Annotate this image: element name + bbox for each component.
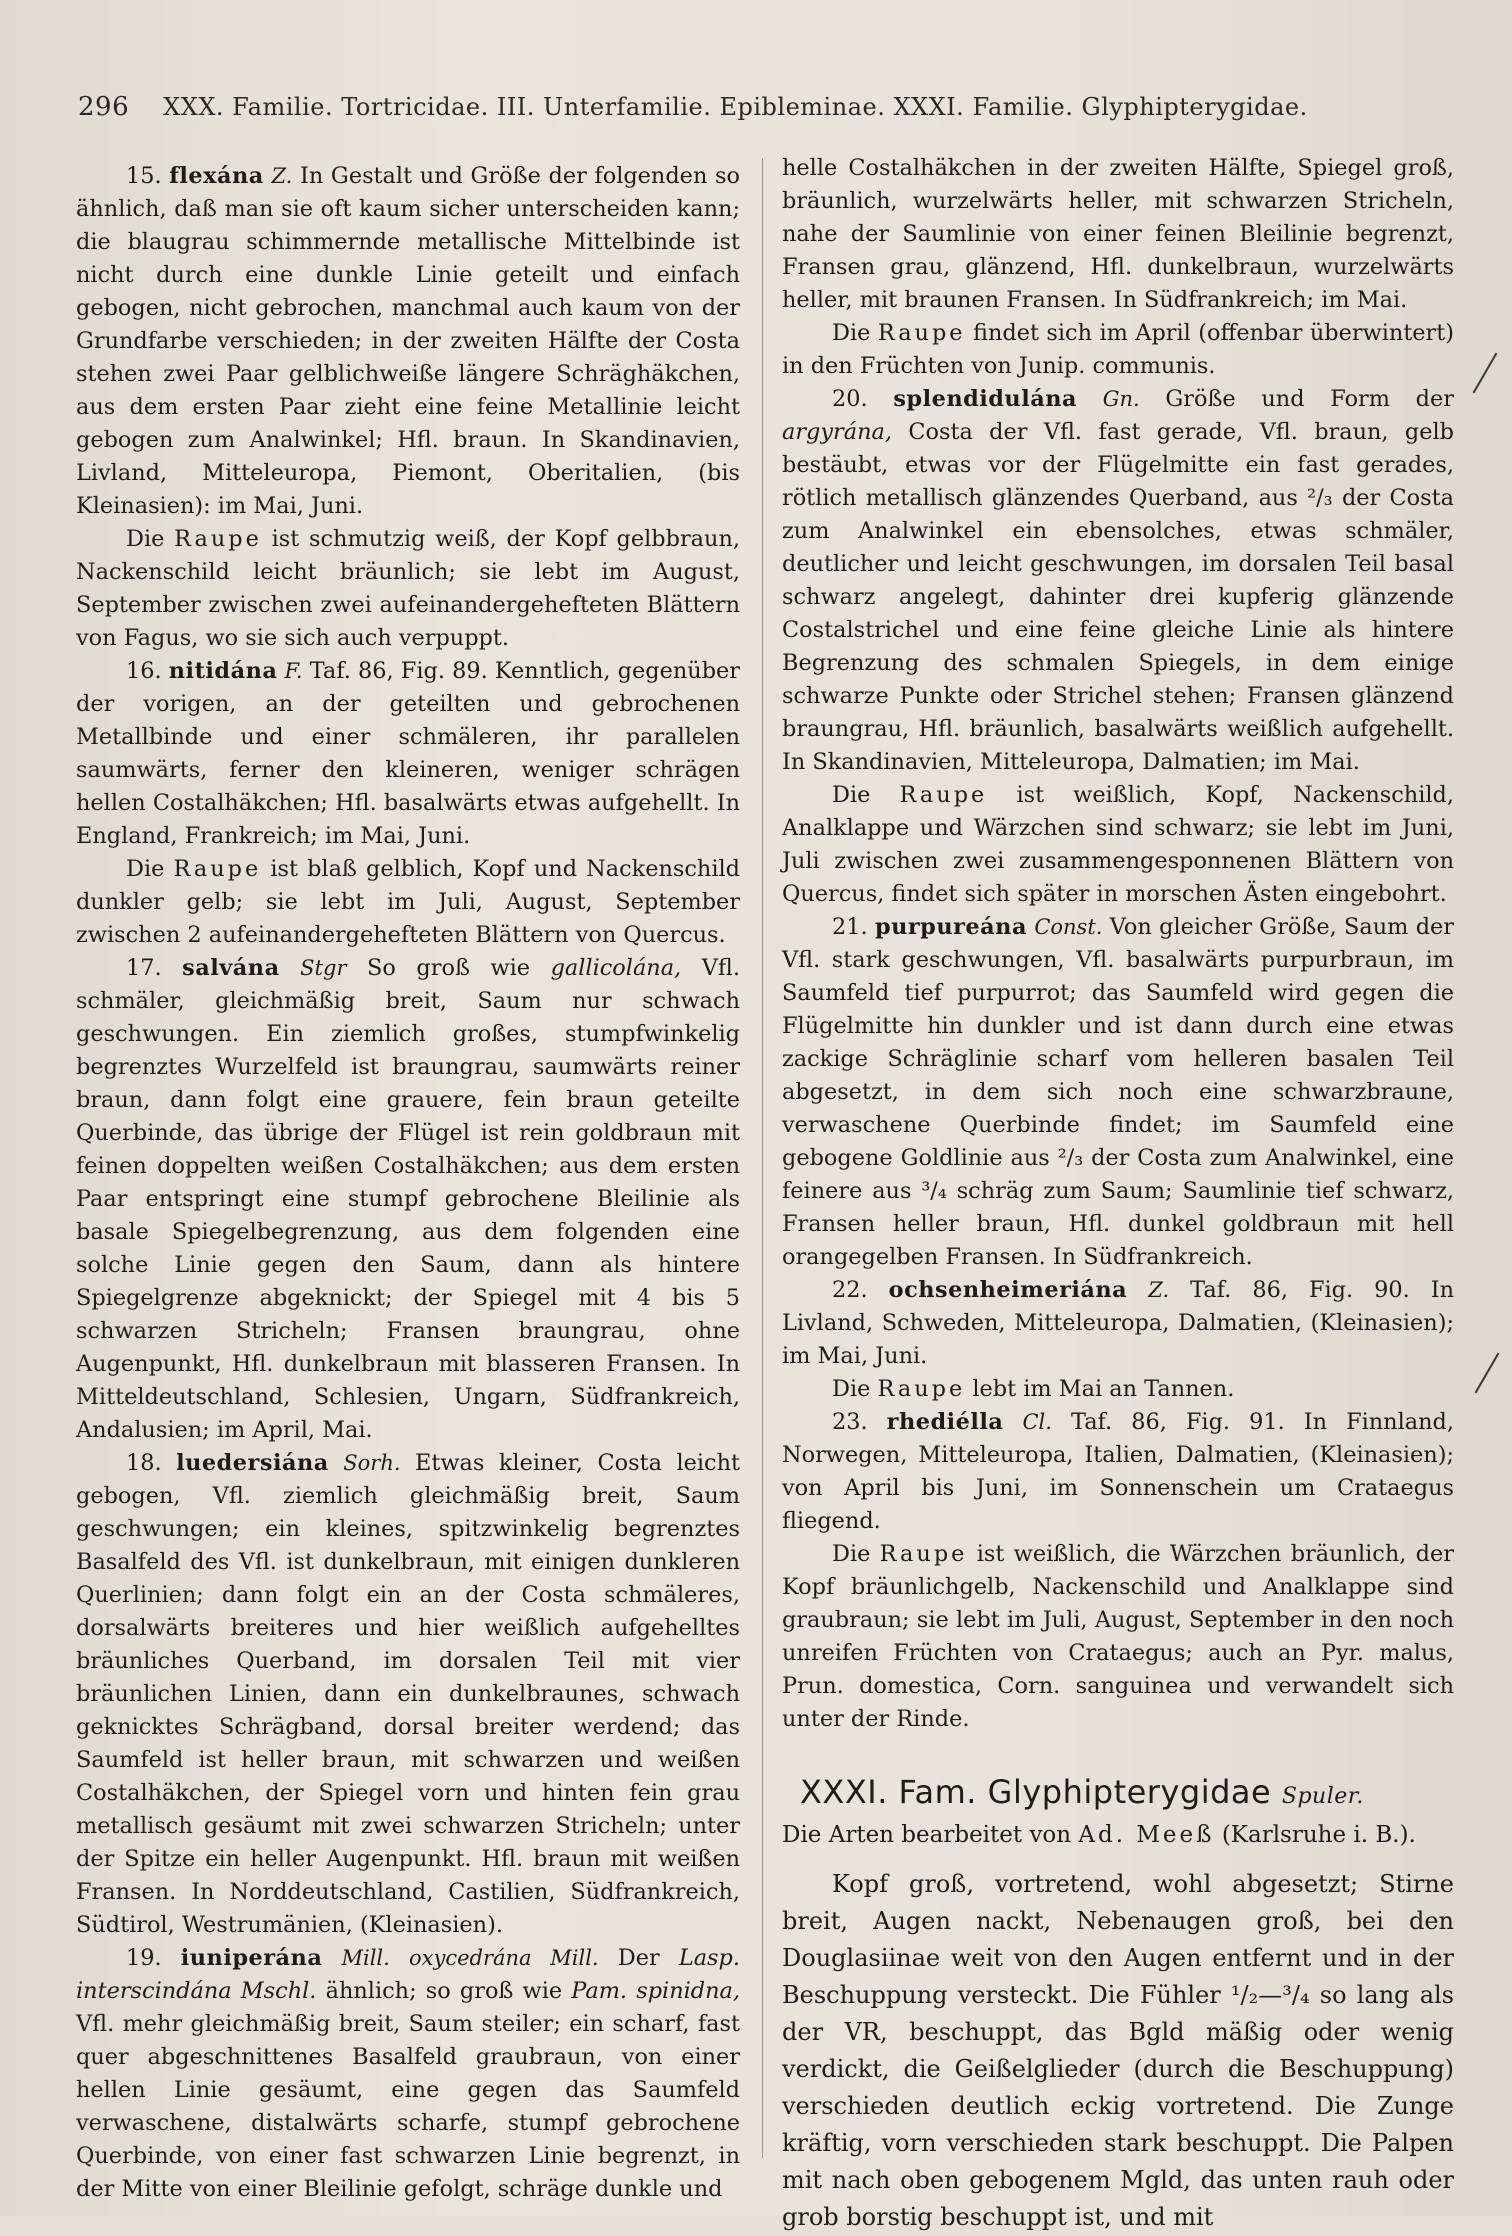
species-author: Stgr [300,956,347,980]
entry-20-larva: Die Raupe ist weißlich, Kopf, Nackenschild, Analklappe und Wärzchen sind schwarz; sie lebt im Juni, Juli zwischen zwei zusammengesponnenen Blättern von Quercus, findet sich später in morschen Ästen eingebohrt. [782,782,1454,907]
entry-number: 18. [126,1450,162,1476]
entry-15 [76,160,740,523]
left-column [76,160,740,2206]
entry-text: Etwas kleiner, Costa leicht gebogen, Vfl. ziemlich gleichmäßig breit, Saum geschwungen; ein kleines, spitzwinkelig begrenztes Basalfeld des Vfl. ist dunkelbraun, mit einigen dunkleren Querlinien; dann folgt ein an der Costa schmäleres, dorsalwärts breiteres und hier weißlich aufgehelltes bräunliches Querband, im dorsalen Teil mit vier bräunlichen Linien, dann ein dunkelbraunes, schwach geknicktes Schrägband, dorsal breiter werdend; das Saumfeld ist heller braun, mit schwarzen und weißen Costalhäkchen, der Spiegel vorn und hinten fein grau metallisch gesäumt mit zwei schwarzen Stricheln; unter der Spitze ein heller Augenpunkt. Hfl. braun mit weißen Fransen. In Norddeutschland, Castilien, Südfrankreich, Südtirol, Westrumänien, (Kleinasien). [76,1450,741,1938]
larva-word: Raupe [877,320,966,346]
species-reference: gallicolána, [550,955,682,981]
species-author: Sorh. [343,1451,401,1475]
larva-word: Raupe [899,782,988,808]
species-author: F. [284,659,303,683]
running-title: XXX. Familie. Tortricidae. III. Unterfamilie. Epibleminae. XXXI. Familie. Glyphipterygidae. [163,93,1308,121]
entry-text: Costa der Vfl. fast gerade, Vfl. braun, gelb bestäubt, etwas vor der Flügelmitte ein fast gerades, rötlich metallisch glänzendes Querband, aus ²/₃ der Costa zum Analwinkel ein ebensolches, etwas schmäler, deutlicher und leicht geschwungen, im dorsalen Teil basal schwarz angelegt, dahinter drei kupferig glänzende Costalstrichel und eine feine gleiche Linie als hintere Begrenzung des schmalen Spiegels, in dem einige schwarze Punkte oder Strichel stehen; Fransen glänzend braungrau, Hfl. bräunlich, basalwärts weißlich aufgehellt. In Skandinavien, Mitteleuropa, Dalmatien; im Mai. [782,419,1454,775]
entry-number: 15. [126,163,162,189]
right-column [782,152,1454,2236]
column-divider [762,158,763,2158]
family-author: Spuler. [1281,1784,1364,1809]
larva-word: Raupe [879,1541,968,1567]
species-name: splendidulána [893,386,1078,412]
entry-number: 19. [126,1945,162,1971]
species-name: salvána [182,955,280,981]
entry-23 [782,1406,1454,1538]
margin-pencil-mark [1475,1353,1500,1394]
entry-number: 17. [126,955,162,981]
larva-word: Raupe [174,526,262,552]
entry-16-larva: Die Raupe ist blaß gelblich, Kopf und Nackenschild dunkler gelb; sie lebt im Juli, August, September zwischen 2 aufeinandergehefteten Blättern von Quercus. [76,856,740,948]
entry-text: In Gestalt und Größe der folgenden so ähnlich, daß man sie oft kaum sicher unterscheiden kann; die blaugrau schimmernde metallische Mittelbinde ist nicht durch eine dunkle Linie geteilt und einfach gebogen, nicht gebrochen, manchmal auch kaum von der Grundfarbe verschieden; in der zweiten Hälfte der Costa stehen zwei Paar gelblichweiße längere Schräghäkchen, aus dem ersten Paar zieht eine feine Metallinie leicht gebogen zum Analwinkel; Hfl. braun. In Skandinavien, Livland, Mitteleuropa, Piemont, Oberitalien, (bis Kleinasien): im Mai, Juni. [76,163,740,519]
species-name: nitidána [168,658,278,684]
larva-word: Raupe [173,856,262,882]
editor-name: Ad. Meeß [1078,1822,1215,1848]
running-header [78,92,1458,122]
entry-19: 19. iuniperána Mill. oxycedrána Mill. Der Lasp. interscindána Mschl. ähnlich; so groß wie Pam. spinidna, Vfl. mehr gleichmäßig breit, Saum steiler; ein scharf, fast quer abgeschnittenes Basalfeld graubraun, von einer hellen Linie gesäumt, eine gegen das Saumfeld verwaschene, distalwärts scharfe, stumpf gebrochene Querbinde, von einer fast schwarzen Linie begrenzt, in der Mitte von einer Bleilinie gefolgt, schräge dunkle und [76,1945,741,2202]
entry-text: Taf. 86, Fig. 91. In Finnland, Norwegen, Mitteleuropa, Italien, Dalmatien, (Kleinasien); von April bis Juni, im Sonnenschein um Crataegus fliegend. [782,1409,1454,1534]
family-description: Kopf groß, vortretend, wohl abgesetzt; Stirne breit, Augen nackt, Nebenaugen groß, bei den Douglasiinae weit von den Augen entfernt und in der Beschuppung versteckt. Die Fühler ¹/₂—³/₄ so lang als der VR, beschuppt, das Bgld mäßig oder wenig verdickt, die Geißelglieder (durch die Beschuppung) verschieden deutlich eckig vortretend. Die Zunge kräftig, vorn verschieden stark beschuppt. Die Palpen mit nach oben gebogenem Mgld, das unten rauh oder grob borstig beschuppt ist, und mit [782,1870,1454,2231]
entry-22 [782,1274,1454,1373]
species-name: iuniperána [180,1945,323,1971]
entry-23-larva: Die Raupe ist weißlich, die Wärzchen bräunlich, der Kopf bräunlichgelb, Nackenschild und Analklappe sind graubraun; sie lebt im Juli, August, September in den noch unreifen Früchten von Crataegus; auch an Pyr. malus, Prun. domestica, Corn. sanguinea und verwandelt sich unter der Rinde. [782,1541,1454,1732]
entry-17: 17. salvána Stgr So groß wie gallicolána, Vfl. schmäler, gleichmäßig breit, Saum nur schwach geschwungen. Ein ziemlich großes, stumpfwinkelig begrenztes Wurzelfeld ist braungrau, saumwärts reiner braun, dann folgt eine grauere, fein braun geteilte Querbinde, das übrige der Flügel ist rein goldbraun mit feinen doppelten weißen Costalhäkchen; aus dem ersten Paar entspringt eine stumpf gebrochene Bleilinie als basale Spiegelbegrenzung, aus dem folgenden eine solche Linie gegen den Saum, dann als hintere Spiegelgrenze abgeknickt; der Spiegel mit 4 bis 5 schwarzen Stricheln; Fransen braungrau, ohne Augenpunkt, Hfl. dunkelbraun mit blasseren Fransen. In Mitteldeutschland, Schlesien, Ungarn, Südfrankreich, Andalusien; im April, Mai. [76,955,740,1443]
species-reference: Pam. spinidna, [571,1978,741,2004]
species-author: Mill. [341,1946,390,1970]
species-author: Gn. [1102,387,1140,411]
page-number: 296 [78,92,130,122]
entry-text: Vfl. schmäler, gleichmäßig breit, Saum nur schwach geschwungen. Ein ziemlich großes, stumpfwinkelig begrenztes Wurzelfeld ist braungrau, saumwärts reiner braun, dann folgt eine grauere, fein braun geteilte Querbinde, das übrige der Flügel ist rein goldbraun mit feinen doppelten weißen Costalhäkchen; aus dem ersten Paar entspringt eine stumpf gebrochene Bleilinie als basale Spiegelbegrenzung, aus dem folgenden eine solche Linie gegen den Saum, dann als hintere Spiegelgrenze abgeknickt; der Spiegel mit 4 bis 5 schwarzen Stricheln; Fransen braungrau, ohne Augenpunkt, Hfl. dunkelbraun mit blasseren Fransen. In Mitteldeutschland, Schlesien, Ungarn, Südfrankreich, Andalusien; im April, Mai. [76,955,740,1443]
entry-15-larva: Die Raupe ist schmutzig weiß, der Kopf gelbbraun, Nackenschild leicht bräunlich; sie lebt im August, September zwischen zwei aufeinandergehefteten Blättern von Fagus, wo sie sich auch verpuppt. [76,526,740,651]
family-label: XXXI. Fam. [800,1773,977,1811]
entry-number: 20. [832,386,868,412]
family-name: Glyphipterygidae [987,1773,1272,1811]
larva-word: Raupe [877,1376,966,1402]
entry-text: Von gleicher Größe, Saum der Vfl. stark geschwungen, Vfl. basalwärts purpurbraun, im Saumfeld tief purpurrot; das Saumfeld wird gegen die Flügelmitte hin dunkler und ist dann durch eine etwas zackige Schräglinie scharf vom helleren basalen Teil abgesetzt, in dem sich noch eine schwarzbraune, verwaschene Querbinde findet; im Saumfeld eine gebogene Goldlinie aus ²/₃ der Costa zum Analwinkel, eine feinere aus ³/₄ schräg zum Saum; Saumlinie tief schwarz, Fransen heller braun, Hfl. dunkel goldbraun mit hell orangegelben Fransen. In Südfrankreich. [782,914,1454,1270]
species-author: Cl. [1022,1410,1052,1434]
entry-22-larva: Die Raupe lebt im Mai an Tannen. [832,1376,1235,1402]
entry-20: 20. splendidulána Gn. Größe und Form der argyrána, Costa der Vfl. fast gerade, Vfl. braun, gelb bestäubt, etwas vor der Flügelmitte ein fast gerades, rötlich metallisch glänzendes Querband, aus ²/₃ der Costa zum Analwinkel ein ebensolches, etwas schmäler, deutlicher und leicht geschwungen, im dorsalen Teil basal schwarz angelegt, dahinter drei kupferig glänzende Costalstrichel und eine feine gleiche Linie als hintere Begrenzung des schmalen Spiegels, in dem einige schwarze Punkte oder Strichel stehen; Fransen glänzend braungrau, Hfl. bräunlich, basalwärts weißlich aufgehellt. In Skandinavien, Mitteleuropa, Dalmatien; im Mai. [782,386,1454,775]
entry-number: 21. [832,914,868,940]
species-reference: Lasp. interscindána Mschl. [76,1945,740,2004]
family-heading [782,1770,1454,1819]
species-author: Z. [1148,1278,1170,1302]
entry-21 [782,911,1454,1274]
entry-text: Taf. 86, Fig. 89. Kenntlich, gegenüber der vorigen, an der geteilten und gebrochenen Metallbinde und einer schmäleren, ihr parallelen saumwärts, ferner den kleineren, weniger schrägen hellen Costalhäkchen; Hfl. basalwärts etwas aufgehellt. In England, Frankreich; im Mai, Juni. [76,658,740,849]
species-author: Z. [271,164,293,188]
species-author: Const. [1034,915,1103,939]
entry-16 [76,655,740,853]
entry-text: Taf. 86, Fig. 90. In Livland, Schweden, Mitteleuropa, Dalmatien, (Kleinasien); im Mai, Juni. [782,1277,1455,1369]
species-synonym: oxycedrána Mill. [408,1946,599,1970]
species-name: rhediélla [886,1409,1004,1435]
species-name: flexána [169,163,264,189]
margin-pencil-mark [1473,353,1498,394]
species-name: ochsenheimeriána [888,1277,1128,1303]
entry-19-larva: Die Raupe findet sich im April (offenbar überwintert) in den Früchten von Junip. communis. [782,320,1454,379]
entry-number: 22. [832,1277,868,1303]
species-reference: argyrána, [782,419,892,445]
species-name: luedersiána [176,1450,329,1476]
entry-19-continued: helle Costalhäkchen in der zweiten Hälfte, Spiegel groß, bräunlich, wurzelwärts heller, mit schwarzen Stricheln, nahe der Saumlinie von einer feinen Bleilinie begrenzt, Fransen grau, glänzend, Hfl. dunkelbraun, wurzelwärts heller, mit braunen Fransen. In Südfrankreich; im Mai. [782,155,1454,313]
entry-18 [76,1447,740,1942]
entry-text: Vfl. mehr gleichmäßig breit, Saum steiler; ein scharf, fast quer abgeschnittenes Basalfeld graubraun, von einer hellen Linie gesäumt, eine gegen das Saumfeld verwaschene, distalwärts scharfe, stumpf gebrochene Querbinde, von einer fast schwarzen Linie begrenzt, in der Mitte von einer Bleilinie gefolgt, schräge dunkle und [76,2011,740,2202]
entry-number: 16. [126,658,162,684]
species-name: purpureána [874,914,1027,940]
family-editor-line: Die Arten bearbeitet von Ad. Meeß (Karlsruhe i. B.). [782,1822,1416,1848]
entry-number: 23. [832,1409,868,1435]
